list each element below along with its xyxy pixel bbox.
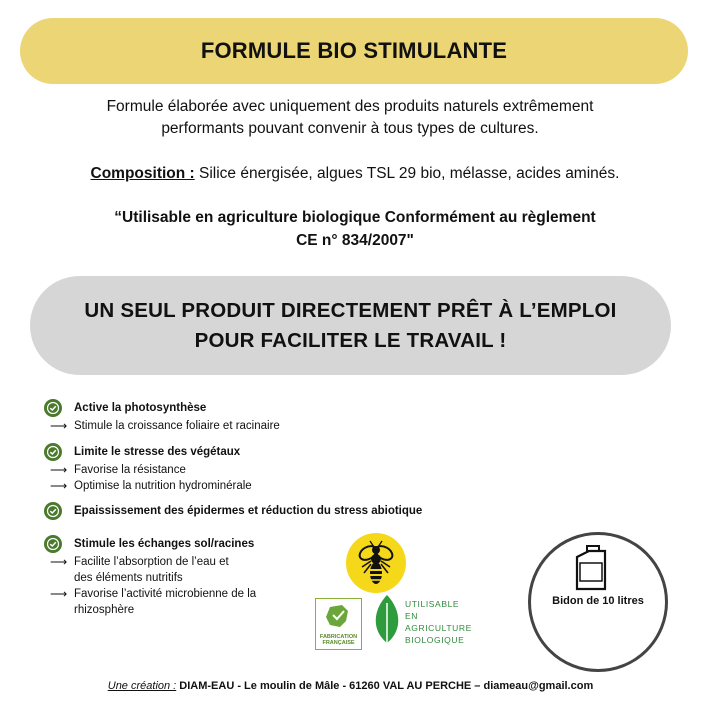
container-label: Bidon de 10 litres: [552, 595, 644, 607]
quote-line-1: “Utilisable en agriculture biologique Conformément au règlement: [114, 209, 596, 226]
fabrication-francaise-logo: [315, 598, 362, 650]
banner-line-2: POUR FACILITER LE TRAVAIL !: [194, 328, 507, 352]
intro-text: [60, 96, 640, 140]
composition: [40, 165, 670, 183]
ff-logo-text: FABRICATION FRANÇAISE: [319, 634, 358, 646]
arrow-right-icon: ⟶: [50, 419, 68, 433]
arrow-right-icon: ⟶: [50, 479, 68, 493]
footer: [0, 680, 701, 692]
feature-item: Favorise l’activité microbienne de la rhizosphère: [74, 588, 257, 616]
footer-text: DIAM-EAU - Le moulin de Mâle - 61260 VAL AU PERCHE – diameau@gmail.com: [176, 680, 594, 692]
arrow-right-icon: ⟶: [50, 463, 68, 477]
feature-item: Favorise la résistance: [74, 464, 186, 476]
footer-label: Une création :: [107, 680, 177, 692]
feature-epidermis: [44, 501, 422, 521]
check-circle-icon: [44, 399, 62, 417]
check-circle-icon: [44, 535, 62, 553]
check-circle-icon: [44, 502, 62, 520]
arrow-right-icon: ⟶: [50, 555, 68, 569]
ab-line-3: BIOLOGIQUE: [405, 635, 465, 645]
banner-line-1: UN SEUL PRODUIT DIRECTEMENT PRÊT À L’EMPLOI: [84, 298, 617, 322]
feature-stress: [44, 442, 252, 494]
feature-item: Facilite l’absorption de l’eau et des éléments nutritifs: [74, 556, 229, 584]
feature-title: Stimule les échanges sol/racines: [74, 538, 255, 550]
intro-line-1: Formule élaborée avec uniquement des produits naturels extrêmement: [106, 98, 594, 115]
quote-line-2: CE n° 834/2007": [296, 232, 414, 249]
leaf-icon: [372, 593, 402, 648]
feature-item: Optimise la nutrition hydrominérale: [74, 480, 252, 492]
feature-title: Epaississement des épidermes et réduction du stress abiotique: [74, 505, 423, 517]
container-badge: [528, 532, 668, 672]
ab-line-1: UTILISABLE EN: [405, 599, 460, 621]
feature-title: Active la photosynthèse: [74, 402, 207, 414]
highlight-banner: [30, 276, 671, 375]
ab-line-2: AGRICULTURE: [405, 623, 472, 633]
jerrycan-icon: [571, 545, 611, 596]
page-title: FORMULE BIO STIMULANTE: [200, 38, 508, 63]
composition-text: Silice énergisée, algues TSL 29 bio, mélasse, acides aminés.: [194, 165, 620, 182]
feature-soil-roots: [44, 534, 256, 618]
check-circle-icon: [44, 443, 62, 461]
title-banner: [20, 18, 688, 84]
agriculture-biologique-logo: [405, 598, 472, 648]
bee-icon: [346, 533, 406, 593]
composition-label: Composition :: [90, 165, 195, 182]
arrow-right-icon: ⟶: [50, 587, 68, 601]
feature-title: Limite le stresse des végétaux: [74, 446, 241, 458]
intro-line-2: performants pouvant convenir à tous types de cultures.: [161, 120, 539, 137]
feature-item: Stimule la croissance foliaire et racinaire: [74, 420, 280, 432]
regulation-quote: [60, 206, 650, 252]
feature-photosynthesis: [44, 398, 280, 434]
